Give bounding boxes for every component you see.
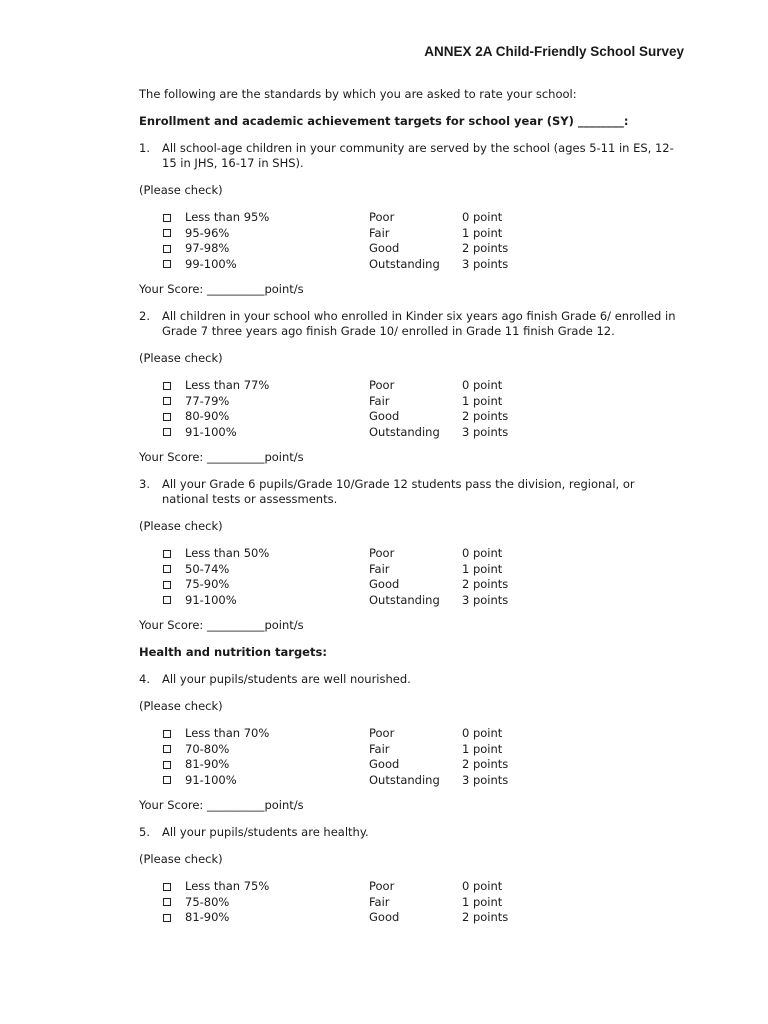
checkbox[interactable] (163, 914, 171, 922)
option-rating: Good (369, 241, 400, 256)
checkbox[interactable] (163, 428, 171, 436)
options-list-5 (163, 879, 679, 926)
score-line[interactable]: Your Score: __________point/s (139, 450, 304, 464)
option-rating: Poor (369, 726, 395, 741)
option-rating: Fair (369, 393, 390, 408)
option-points: 0 point (462, 210, 503, 225)
option-rating: Outstanding (369, 424, 440, 439)
option-row[interactable] (163, 742, 679, 758)
option-row[interactable] (163, 895, 679, 911)
option-rating: Good (369, 409, 400, 424)
checkbox[interactable] (163, 730, 171, 738)
checkbox[interactable] (163, 745, 171, 753)
option-points: 1 point (462, 741, 503, 756)
option-points: 0 point (462, 378, 503, 393)
annex-title: ANNEX 2A Child-Friendly School Survey (424, 44, 684, 59)
option-range: 91-100% (185, 772, 237, 787)
option-row[interactable] (163, 773, 679, 789)
option-rating: Outstanding (369, 772, 440, 787)
option-points: 3 points (462, 592, 509, 607)
option-points: 3 points (462, 424, 509, 439)
option-range: 95-96% (185, 225, 230, 240)
option-row[interactable] (163, 378, 679, 394)
option-range: 91-100% (185, 592, 237, 607)
option-points: 2 points (462, 757, 509, 772)
option-rating: Good (369, 577, 400, 592)
option-rating: Outstanding (369, 592, 440, 607)
checkbox[interactable] (163, 245, 171, 253)
option-row[interactable] (163, 409, 679, 425)
score-line[interactable]: Your Score: __________point/s (139, 798, 304, 812)
survey-content (139, 87, 679, 936)
option-points: 1 point (462, 561, 503, 576)
checkbox[interactable] (163, 883, 171, 891)
option-row[interactable] (163, 257, 679, 273)
checkbox[interactable] (163, 413, 171, 421)
option-row[interactable] (163, 726, 679, 742)
please-check-label: (Please check) (139, 351, 223, 365)
question-number: 3. (139, 477, 150, 491)
option-rating: Fair (369, 894, 390, 909)
option-range: Less than 75% (185, 879, 270, 894)
question-text: All school-age children in your community are served by the school (ages 5-11 in ES, 12-15 in JHS, 16-17 in SHS). (162, 141, 674, 170)
question-text: All children in your school who enrolled in Kinder six years ago finish Grade 6/ enrolled in Grade 7 three years ago finish Grade 10/ enrolled in Grade 11 finish Grade 12. (162, 309, 676, 338)
checkbox[interactable] (163, 776, 171, 784)
option-range: Less than 95% (185, 210, 270, 225)
checkbox[interactable] (163, 229, 171, 237)
option-row[interactable] (163, 757, 679, 773)
question-text: All your pupils/students are well nourished. (162, 672, 411, 686)
option-points: 3 points (462, 256, 509, 271)
option-row[interactable] (163, 593, 679, 609)
options-list-2 (163, 378, 679, 440)
option-range: 77-79% (185, 393, 230, 408)
option-rating: Fair (369, 225, 390, 240)
checkbox[interactable] (163, 596, 171, 604)
question-number: 2. (139, 309, 150, 323)
option-points: 3 points (462, 772, 509, 787)
option-points: 2 points (462, 910, 509, 925)
checkbox[interactable] (163, 382, 171, 390)
checkbox[interactable] (163, 898, 171, 906)
checkbox[interactable] (163, 397, 171, 405)
option-row[interactable] (163, 241, 679, 257)
option-points: 0 point (462, 546, 503, 561)
option-row[interactable] (163, 394, 679, 410)
question-3 (139, 477, 679, 507)
intro-text: The following are the standards by which you are asked to rate your school: (139, 87, 577, 101)
question-4 (139, 672, 679, 687)
checkbox[interactable] (163, 550, 171, 558)
option-row[interactable] (163, 577, 679, 593)
option-row[interactable] (163, 425, 679, 441)
option-range: 80-90% (185, 409, 230, 424)
checkbox[interactable] (163, 214, 171, 222)
question-5 (139, 825, 679, 840)
section-title-health: Health and nutrition targets: (139, 645, 327, 659)
question-text: All your Grade 6 pupils/Grade 10/Grade 12 students pass the division, regional, or national tests or assessments. (162, 477, 635, 506)
option-points: 2 points (462, 577, 509, 592)
option-rating: Poor (369, 378, 395, 393)
option-range: 70-80% (185, 741, 230, 756)
option-rating: Fair (369, 741, 390, 756)
option-points: 0 point (462, 726, 503, 741)
checkbox[interactable] (163, 581, 171, 589)
question-2 (139, 309, 679, 339)
option-range: 81-90% (185, 757, 230, 772)
option-row[interactable] (163, 226, 679, 242)
option-rating: Poor (369, 879, 395, 894)
option-points: 1 point (462, 225, 503, 240)
option-range: Less than 77% (185, 378, 270, 393)
option-rating: Poor (369, 210, 395, 225)
option-rating: Outstanding (369, 256, 440, 271)
option-rating: Good (369, 910, 400, 925)
please-check-label: (Please check) (139, 183, 223, 197)
option-row[interactable] (163, 210, 679, 226)
option-row[interactable] (163, 562, 679, 578)
option-range: 91-100% (185, 424, 237, 439)
option-range: Less than 70% (185, 726, 270, 741)
option-range: 75-80% (185, 894, 230, 909)
section-title-enrollment: Enrollment and academic achievement targets for school year (SY) ________: (139, 114, 629, 128)
option-row[interactable] (163, 879, 679, 895)
option-row[interactable] (163, 910, 679, 926)
option-points: 1 point (462, 393, 503, 408)
option-points: 2 points (462, 409, 509, 424)
checkbox[interactable] (163, 761, 171, 769)
option-range: 75-90% (185, 577, 230, 592)
score-line[interactable]: Your Score: __________point/s (139, 618, 304, 632)
please-check-label: (Please check) (139, 519, 223, 533)
option-row[interactable] (163, 546, 679, 562)
option-range: 81-90% (185, 910, 230, 925)
option-points: 1 point (462, 894, 503, 909)
option-range: 99-100% (185, 256, 237, 271)
option-rating: Fair (369, 561, 390, 576)
option-range: 97-98% (185, 241, 230, 256)
option-points: 0 point (462, 879, 503, 894)
question-text: All your pupils/students are healthy. (162, 825, 369, 839)
option-rating: Poor (369, 546, 395, 561)
option-rating: Good (369, 757, 400, 772)
score-line[interactable]: Your Score: __________point/s (139, 282, 304, 296)
option-points: 2 points (462, 241, 509, 256)
question-number: 1. (139, 141, 150, 155)
question-number: 4. (139, 672, 150, 686)
option-range: Less than 50% (185, 546, 270, 561)
checkbox[interactable] (163, 260, 171, 268)
please-check-label: (Please check) (139, 852, 223, 866)
options-list-1 (163, 210, 679, 272)
checkbox[interactable] (163, 565, 171, 573)
option-range: 50-74% (185, 561, 230, 576)
please-check-label: (Please check) (139, 699, 223, 713)
question-number: 5. (139, 825, 150, 839)
options-list-3 (163, 546, 679, 608)
options-list-4 (163, 726, 679, 788)
question-1 (139, 141, 679, 171)
